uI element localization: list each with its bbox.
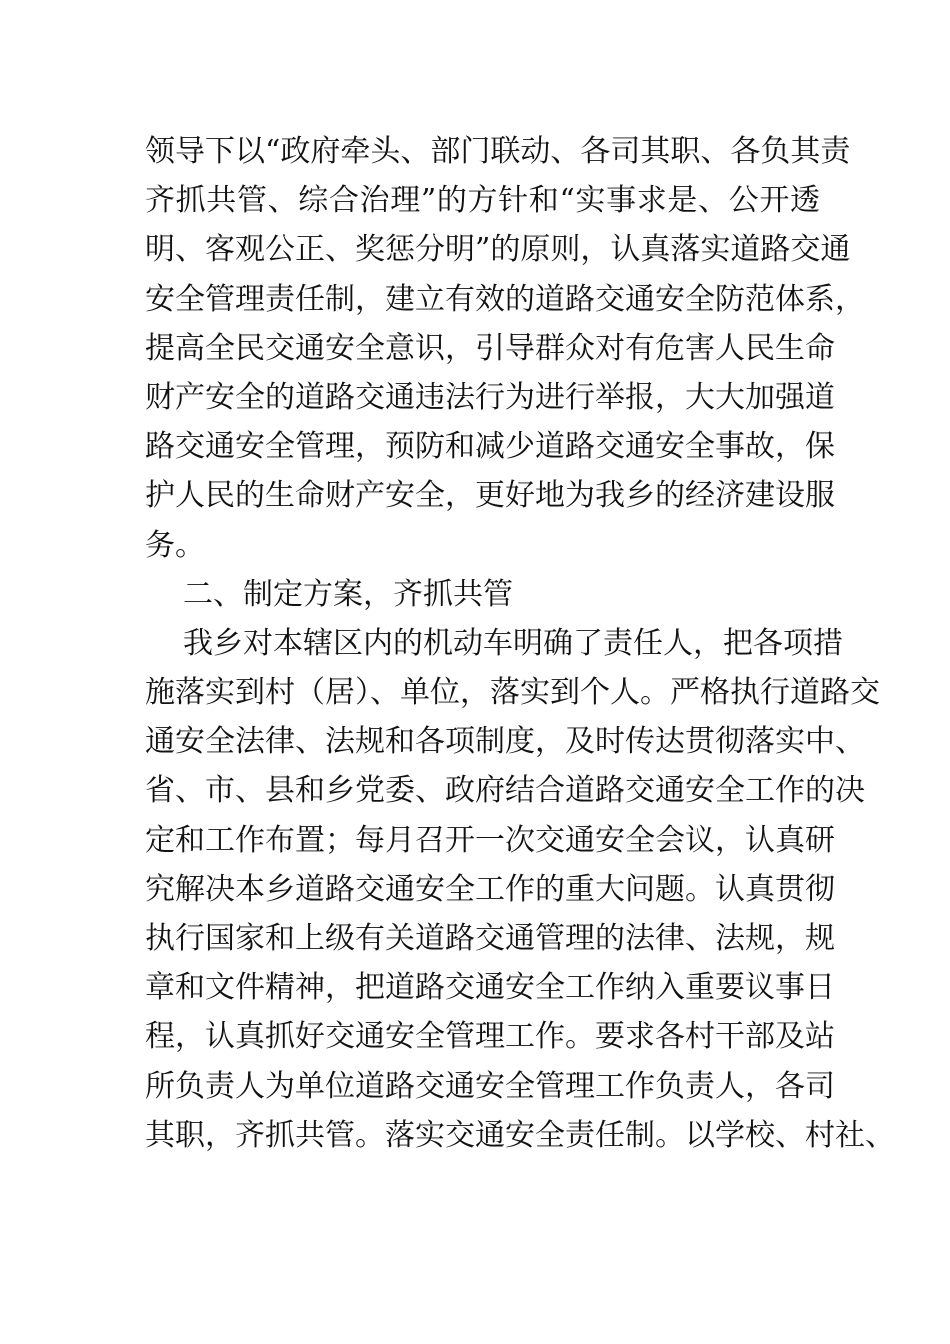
text-line: 究解决本乡道路交通安全工作的重大问题。认真贯彻	[145, 871, 835, 907]
text-line: 章和文件精神，把道路交通安全工作纳入重要议事日	[145, 970, 835, 1006]
paragraph-plan	[145, 619, 895, 1160]
text-line: 定和工作布置；每月召开一次交通安全会议，认真研	[145, 822, 835, 858]
section-heading	[145, 570, 820, 619]
text-line: 齐抓共管、综合治理”的方针和“实事求是、公开透	[145, 183, 820, 219]
text-line: 通安全法律、法规和各项制度，及时传达贯彻落实中、	[145, 724, 865, 760]
text-line: 程，认真抓好交通安全管理工作。要求各村干部及站	[145, 1019, 835, 1055]
text-line: 其职，齐抓共管。落实交通安全责任制。以学校、村社、	[145, 1117, 895, 1153]
text-line: 务。	[145, 527, 205, 563]
text-line: 提高全民交通安全意识，引导群众对有危害人民生命	[145, 330, 835, 366]
text-line: 所负责人为单位道路交通安全管理工作负责人，各司	[145, 1068, 835, 1104]
text-line: 省、市、县和乡党委、政府结合道路交通安全工作的决	[145, 773, 865, 809]
text-line: 我乡对本辖区内的机动车明确了责任人，把各项措	[183, 625, 843, 661]
text-line: 明、客观公正、奖惩分明”的原则，认真落实道路交通	[145, 232, 851, 268]
text-line: 路交通安全管理，预防和减少道路交通安全事故，保	[145, 429, 835, 465]
text-line: 护人民的生命财产安全，更好地为我乡的经济建设服	[145, 478, 835, 514]
text-line: 财产安全的道路交通违法行为进行举报，大大加强道	[145, 379, 835, 415]
heading-line: 二、制定方案，齐抓共管	[183, 576, 513, 612]
text-line: 领导下以“政府牵头、部门联动、各司其职、各负其责	[145, 134, 851, 169]
text-line: 施落实到村（居）、单位，落实到个人。严格执行道路交	[145, 675, 880, 711]
text-line: 执行国家和上级有关道路交通管理的法律、法规，规	[145, 921, 835, 956]
paragraph-intro	[145, 127, 865, 570]
document-body	[145, 127, 895, 1160]
text-line: 安全管理责任制，建立有效的道路交通安全防范体系，	[145, 281, 865, 317]
